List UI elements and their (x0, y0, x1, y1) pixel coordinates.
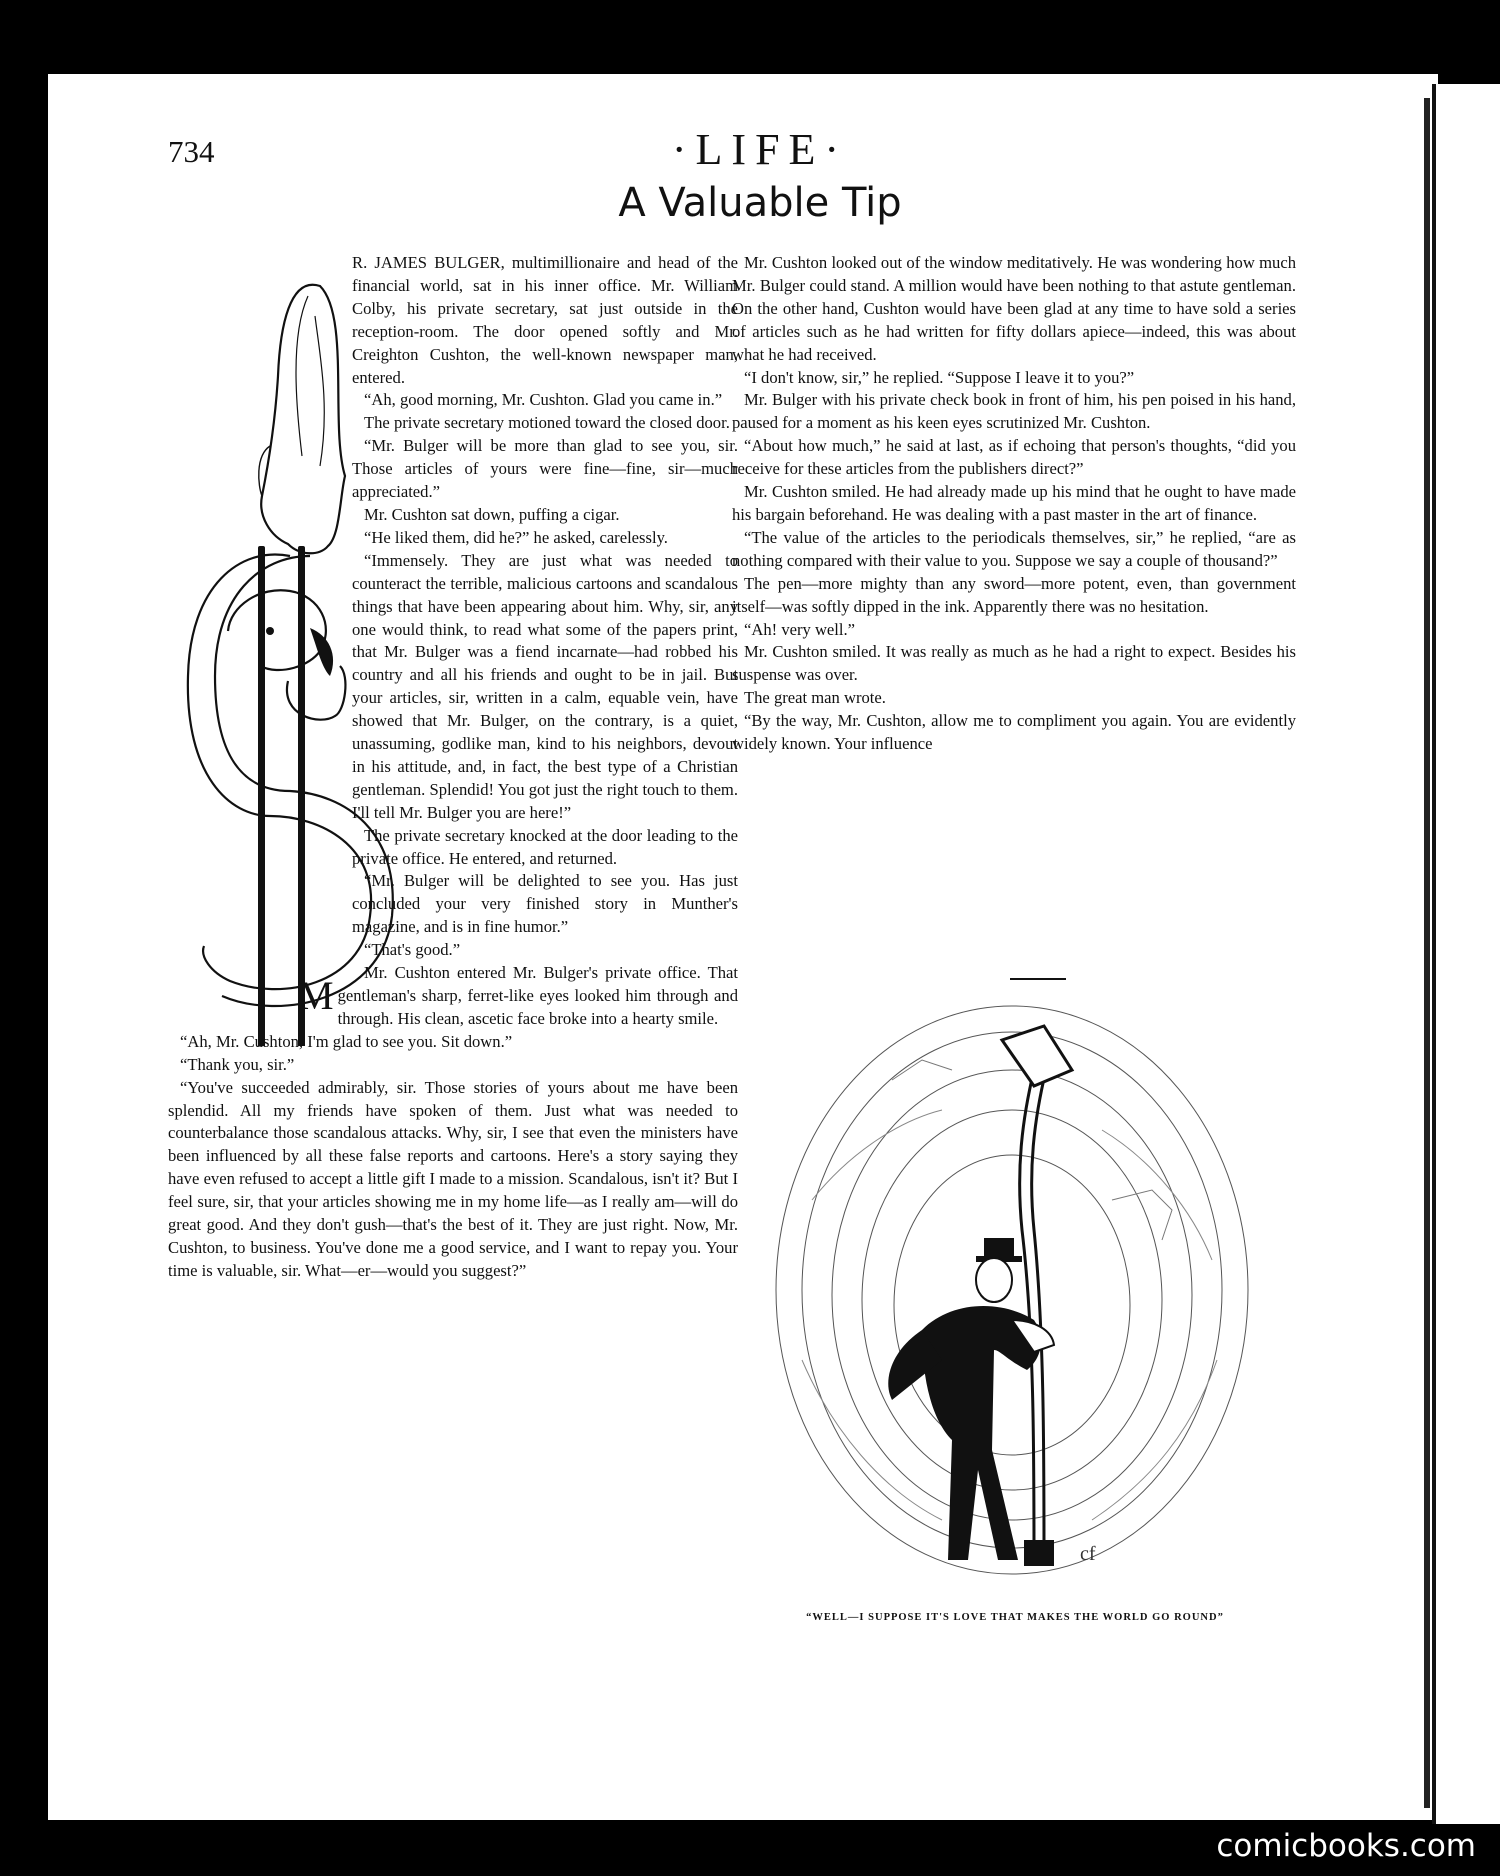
paragraph: “You've succeeded admirably, sir. Those stories of yours about me have been splendid. All my friends have spoken of them. Just what was needed to counterbalance those scandalous attacks. Why, sir, I see that even the ministers have been influenced by all these false reports and cartoons. Here's a story saying they have even refused to accept a little gift I made to a mission. Scandalous, isn't it? But I feel sure, sir, that your articles showing me in my home life—as I really am—will do great good. And they don't gush—that's the best of it. They are just right. Now, Mr. Cushton, to business. You've done me a good service, and I want to repay you. Your time is valuable, sir. What—er—would you suggest?” (168, 1077, 738, 1280)
page-gutter-shadow (1424, 98, 1430, 1808)
paragraph: “By the way, Mr. Cushton, allow me to compliment you again. You are evidently widely known. Your influence (732, 711, 1296, 754)
paragraph: “Ah, Mr. Cushton, I'm glad to see you. Sit down.” (180, 1031, 513, 1051)
facing-page-edge (1432, 84, 1500, 1824)
paragraph: The private secretary motioned toward the closed door. (364, 413, 730, 433)
paragraph: “The value of the articles to the periodicals themselves, sir,” he replied, “are as nothing compared with their value to you. Suppose we say a couple of thousand?” (732, 527, 1296, 570)
paragraph: Mr. Cushton entered Mr. Bulger's private office. That gentleman's sharp, ferret-like eyes looked him through and through. His clean, ascetic face broke into a hearty smile. (337, 963, 738, 1028)
paragraph: “Mr. Bulger will be delighted to see you. Has just concluded your very finished story in Munther's magazine, and is in fine humor.” (352, 871, 738, 937)
cartoon-caption: “WELL—I SUPPOSE IT'S LOVE THAT MAKES THE WORLD GO ROUND” (806, 1612, 1224, 1623)
illustration-wrap (168, 252, 352, 976)
paragraph: “About how much,” he said at last, as if echoing that person's thoughts, “did you receive for these articles from the publishers direct?” (732, 436, 1296, 479)
paragraph: The pen—more mighty than any sword—more potent, even, than government itself—was softly dipped in the ink. Apparently there was no hesitation. (732, 573, 1296, 616)
paragraph: “Ah! very well.” (744, 619, 856, 639)
article-title: A Valuable Tip (618, 180, 902, 226)
illustration-wrap-feet (168, 976, 298, 1030)
section-divider (1010, 978, 1066, 980)
paragraph: Mr. Cushton smiled. It was really as much as he had a right to expect. Besides his suspense was over. (732, 642, 1296, 685)
right-column (732, 252, 1296, 756)
paragraph: Mr. Cushton sat down, puffing a cigar. (364, 504, 620, 524)
page-number: 734 (168, 134, 215, 169)
opening-text: R. JAMES BULGER, multimillionaire and head of the financial world, sat in his inner office. Mr. William Colby, his private secretary, sat just outside in the reception-room. The door opened softly and Mr. Creighton Cushton, the well-known newspaper man, entered. (352, 253, 738, 387)
watermark: comicbooks.com (1216, 1828, 1476, 1864)
paragraph: “Mr. Bulger will be more than glad to see you, sir. Those articles of yours were fine—fine, sir—much appreciated.” (352, 436, 738, 502)
svg-text:cf: cf (1080, 1543, 1096, 1565)
paragraph: “That's good.” (364, 940, 461, 960)
paragraph: The great man wrote. (744, 688, 886, 708)
paragraph: “Thank you, sir.” (180, 1054, 295, 1074)
paragraph: “Ah, good morning, Mr. Cushton. Glad you came in.” (364, 390, 723, 410)
paragraph: “He liked them, did he?” he asked, carelessly. (364, 527, 668, 547)
drop-cap: M (298, 973, 334, 1018)
paragraph: “Immensely. They are just what was needed to counteract the terrible, malicious cartoons and scandalous things that have been appearing about him. Why, sir, any one would think, to read what some of the papers print, that Mr. Bulger was a fiend incarnate—had robbed his country and all his friends and ought to be in jail. But your articles, sir, written in a calm, equable vein, have showed that Mr. Bulger, on the contrary, is a quiet, unassuming, godlike man, kind to his neighbors, devout in his attitude, and, in fact, the best type of a Christian gentleman. Splendid! You got just the right touch to them. I'll tell Mr. Bulger you are here!” (352, 550, 738, 822)
masthead: ·LIFE· (671, 125, 849, 174)
left-column (168, 252, 738, 1283)
lamppost-cartoon (772, 1000, 1252, 1600)
paragraph: The private secretary knocked at the door leading to the private office. He entered, and returned. (352, 825, 738, 868)
paragraph: “I don't know, sir,” he replied. “Suppose I leave it to you?” (744, 367, 1135, 387)
paragraph: Mr. Cushton looked out of the window meditatively. He was wondering how much Mr. Bulger could stand. A million would have been nothing to that astute gentleman. On the other hand, Cushton would have been glad at any time to have sold a series of articles such as he had written for fifty dollars apiece—indeed, this was about what he had received. (732, 253, 1296, 364)
paragraph: Mr. Bulger with his private check book in front of him, his pen poised in his hand, paused for a moment as his keen eyes scrutinized Mr. Cushton. (732, 390, 1296, 433)
paragraph: Mr. Cushton smiled. He had already made up his mind that he ought to have made his bargain beforehand. He was dealing with a past master in the art of finance. (732, 482, 1296, 524)
